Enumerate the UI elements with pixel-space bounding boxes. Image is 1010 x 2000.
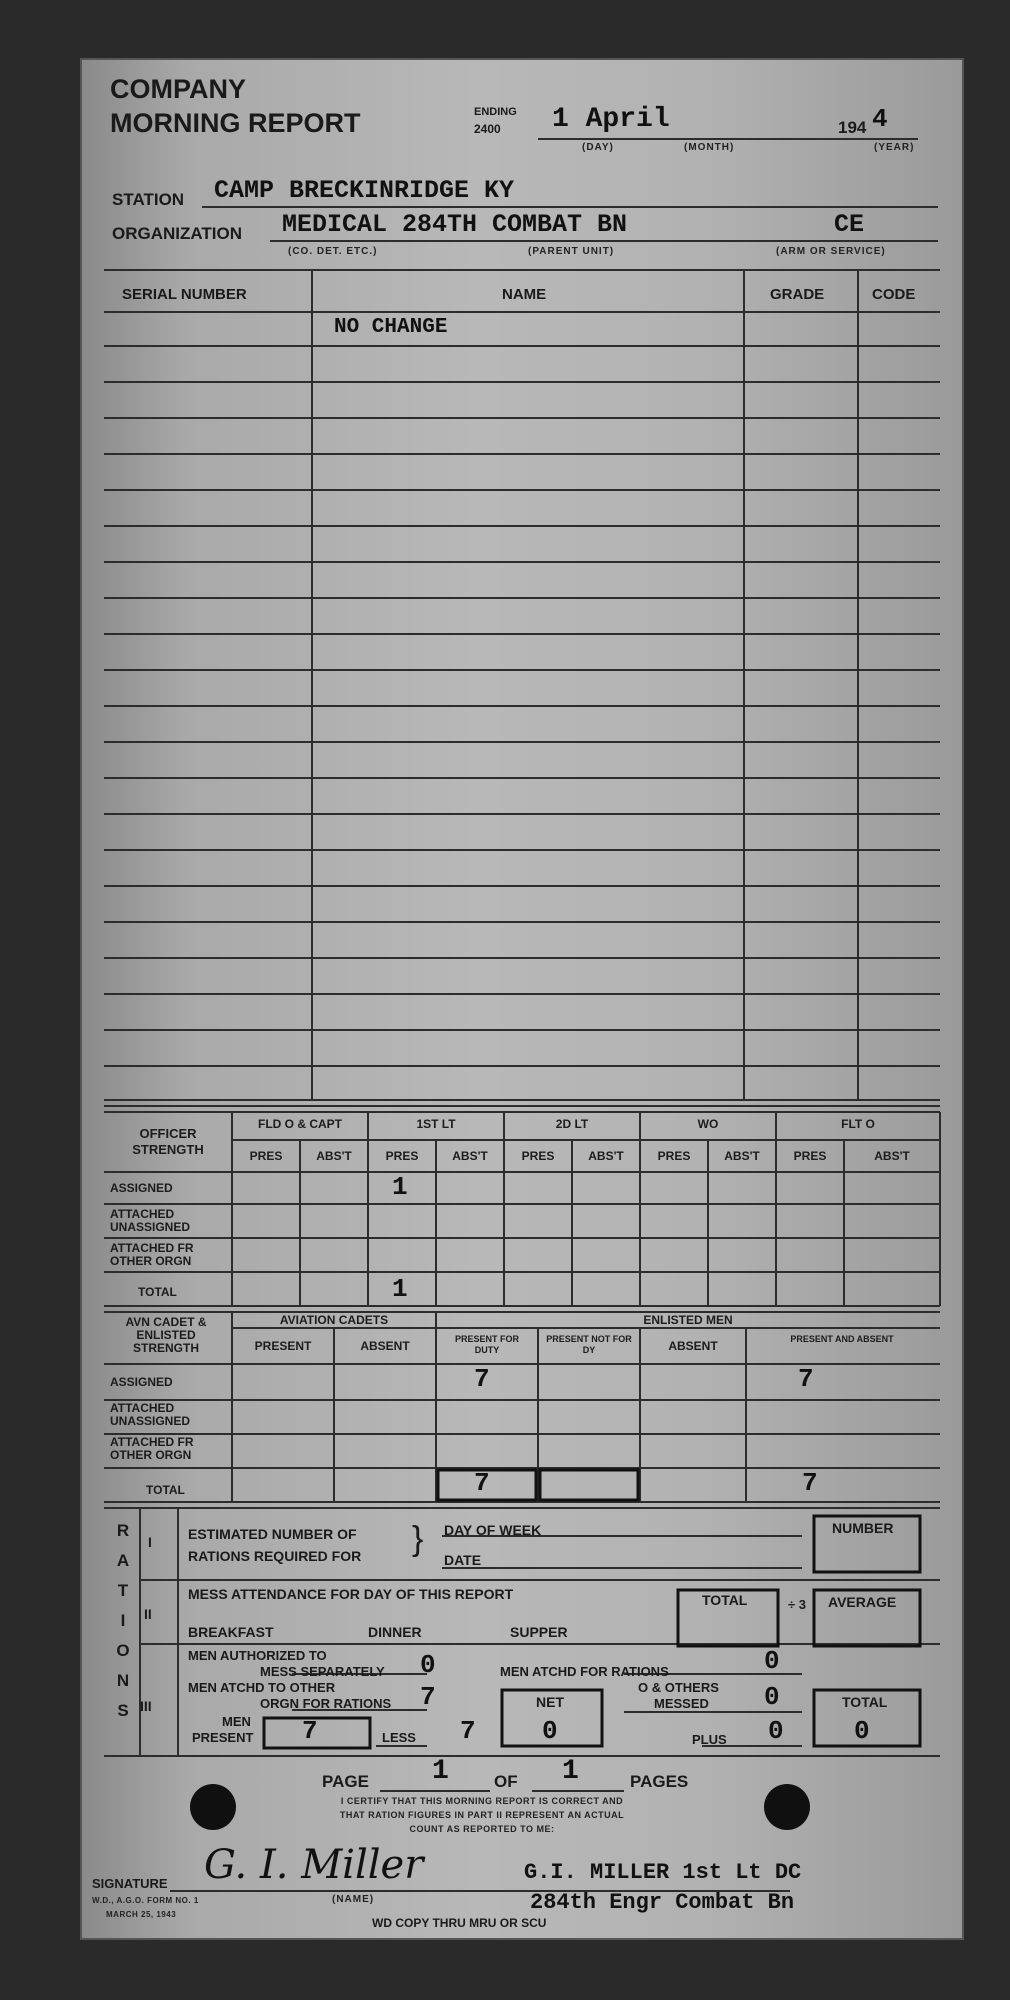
side-letter: R [116,1521,130,1540]
estimated-line2: RATIONS REQUIRED FOR [188,1548,362,1564]
year-caption: (YEAR) [874,142,915,153]
sub-abs: ABS'T [316,1149,352,1163]
ending-time: 2400 [474,122,501,136]
handwritten-signature: G. I. Miller [204,1842,424,1888]
divide-by-3: ÷ 3 [788,1597,806,1612]
part-ii: II [144,1606,152,1622]
o-others-value: 0 [764,1682,780,1712]
supper-label: SUPPER [510,1624,568,1640]
unit-caption: (CO. DET. ETC.) [288,246,378,257]
side-letter: T [117,1581,129,1600]
em-row-total: TOTAL [146,1483,185,1497]
organization-label: ORGANIZATION [112,224,243,243]
sub-abs: ABS'T [588,1149,624,1163]
total-value: 0 [854,1716,870,1746]
arm-value: CE [834,210,865,239]
page-number: 1 [432,1756,449,1787]
assigned-pres-abs-value: 7 [798,1364,814,1394]
total-box-label: TOTAL [702,1592,748,1608]
group-flt-o: FLT O [841,1117,875,1131]
side-letter: O [116,1641,130,1660]
col-present-and-absent: PRESENT AND ABSENT [790,1334,894,1344]
sub-pres: PRES [249,1149,283,1163]
net-value: 0 [542,1716,558,1746]
group-fld-o-capt: FLD O & CAPT [258,1117,342,1131]
side-letter: N [116,1671,130,1690]
part-iii: III [140,1698,152,1714]
typed-unit: 284th Engr Combat Bn [530,1890,795,1915]
row-attached-unassigned: ATTACHED UNASSIGNED [110,1207,191,1234]
sub-pres: PRES [521,1149,555,1163]
less-value: 7 [460,1716,476,1746]
certify-line3: COUNT AS REPORTED TO ME: [409,1824,555,1834]
men-atchd-other-value: 7 [420,1682,436,1712]
month-caption: (MONTH) [684,142,735,153]
assigned-for-duty-value: 7 [474,1364,490,1394]
men-authorized-1: MEN AUTHORIZED TO [188,1648,327,1663]
name-caption: (NAME) [332,1894,375,1905]
pages-label: PAGES [630,1772,689,1791]
col-name: NAME [502,286,547,303]
col-grade: GRADE [770,286,825,303]
dinner-label: DINNER [368,1624,422,1640]
station-value: CAMP BRECKINRIDGE KY [214,176,515,205]
group-1st-lt: 1ST LT [416,1117,456,1131]
station-label: STATION [112,190,185,209]
group-2d-lt: 2D LT [555,1117,589,1131]
signature-label: SIGNATURE [92,1876,168,1891]
title-morning-report: MORNING REPORT [110,108,361,138]
men-atchd-rations: MEN ATCHD FOR RATIONS [500,1664,669,1679]
row-total: TOTAL [138,1285,177,1299]
morning-report-form [82,60,962,1938]
page-line [380,1790,490,1792]
wd-copy: WD COPY THRU MRU OR SCU [372,1916,547,1930]
of-label: OF [494,1772,518,1791]
sub-pres: PRES [793,1149,827,1163]
certify-line1: I CERTIFY THAT THIS MORNING REPORT IS CORRECT AND [340,1796,624,1806]
of-line [532,1790,624,1792]
parent-caption: (PARENT UNIT) [528,246,615,257]
em-row-attached-fr-other: ATTACHED FR OTHER ORGN [110,1435,194,1462]
men-present-value: 7 [302,1716,318,1746]
net-label: NET [536,1694,564,1710]
day-caption: (DAY) [582,142,614,153]
punch-hole-right [764,1784,810,1830]
title-company: COMPANY [110,74,247,104]
breakfast-label: BREAKFAST [188,1624,274,1640]
estimated-line1: ESTIMATED NUMBER OF [188,1526,357,1542]
brace: } [412,1520,424,1558]
year-prefix: 194 [838,118,867,137]
men-present-1: MEN [222,1714,251,1729]
mess-attendance: MESS ATTENDANCE FOR DAY OF THIS REPORT [188,1586,514,1602]
sub-pres: PRES [385,1149,419,1163]
page-label: PAGE [322,1772,369,1791]
men-atchd-other-2: ORGN FOR RATIONS [260,1696,392,1711]
col-present-not-for-duty: PRESENT NOT FOR DY [546,1334,632,1355]
total-label: TOTAL [842,1694,888,1710]
form-date: MARCH 25, 1943 [106,1910,177,1919]
plus-label: PLUS [692,1732,727,1747]
group-wo: WO [697,1117,719,1131]
sub-abs: ABS'T [452,1149,488,1163]
total-for-duty-value: 7 [474,1468,490,1498]
col-av-absent: ABSENT [360,1339,410,1353]
officer-strength-title: OFFICER STRENGTH [132,1126,204,1157]
total-1st-lt-pres: 1 [392,1274,408,1304]
men-atchd-rations-value: 0 [764,1646,780,1676]
roster-entry: NO CHANGE [334,316,448,339]
certify-line2: THAT RATION FIGURES IN PART II REPRESENT AN ACTUAL [339,1810,625,1820]
punch-hole-left [190,1784,236,1830]
number-box-label: NUMBER [832,1520,894,1536]
side-letter: I [120,1611,126,1630]
em-row-assigned: ASSIGNED [110,1375,173,1389]
men-authorized-2: MESS SEPARATELY [260,1664,385,1679]
sub-abs: ABS'T [874,1149,910,1163]
enlisted-men-header: ENLISTED MEN [643,1313,733,1327]
typed-name: G.I. MILLER 1st Lt DC [524,1860,802,1885]
col-av-present: PRESENT [254,1339,312,1353]
sub-pres: PRES [657,1149,691,1163]
men-atchd-other-1: MEN ATCHD TO OTHER [188,1680,336,1695]
ending-label: ENDING [474,106,517,118]
assigned-1st-lt-pres: 1 [392,1172,408,1202]
o-others-1: O & OTHERS [638,1680,719,1695]
less-label: LESS [382,1730,416,1745]
rations-grid [82,60,962,1760]
col-code: CODE [872,286,916,303]
year-digit: 4 [872,104,888,134]
form-number: W.D., A.G.O. FORM NO. 1 [92,1896,199,1905]
col-present-for-duty: PRESENT FOR DUTY [454,1334,519,1355]
side-letter: A [116,1551,130,1570]
em-row-attached-unassigned: ATTACHED UNASSIGNED [110,1401,191,1428]
plus-value: 0 [768,1716,784,1746]
average-box-label: AVERAGE [828,1594,897,1610]
part-i: I [148,1534,152,1550]
col-em-absent: ABSENT [668,1339,718,1353]
row-attached-fr-other: ATTACHED FR OTHER ORGN [110,1241,194,1268]
day-of-week-label: DAY OF WEEK [444,1522,542,1538]
report-date: 1 April [552,104,670,135]
o-others-2: MESSED [654,1696,709,1711]
sub-abs: ABS'T [724,1149,760,1163]
date-label: DATE [444,1552,482,1568]
organization-value: MEDICAL 284TH COMBAT BN [282,210,628,239]
enlisted-strength-title: AVN CADET & ENLISTED STRENGTH [125,1315,207,1355]
arm-caption: (ARM OR SERVICE) [776,246,886,257]
aviation-cadets-header: AVIATION CADETS [279,1313,389,1327]
men-authorized-value: 0 [420,1650,436,1680]
men-present-2: PRESENT [192,1730,254,1745]
side-letter: S [117,1701,129,1720]
rations-side-label [114,1516,132,1726]
page-total: 1 [562,1756,579,1787]
row-assigned: ASSIGNED [110,1181,173,1195]
col-serial-number: SERIAL NUMBER [122,286,247,303]
total-pres-abs-value: 7 [802,1468,818,1498]
